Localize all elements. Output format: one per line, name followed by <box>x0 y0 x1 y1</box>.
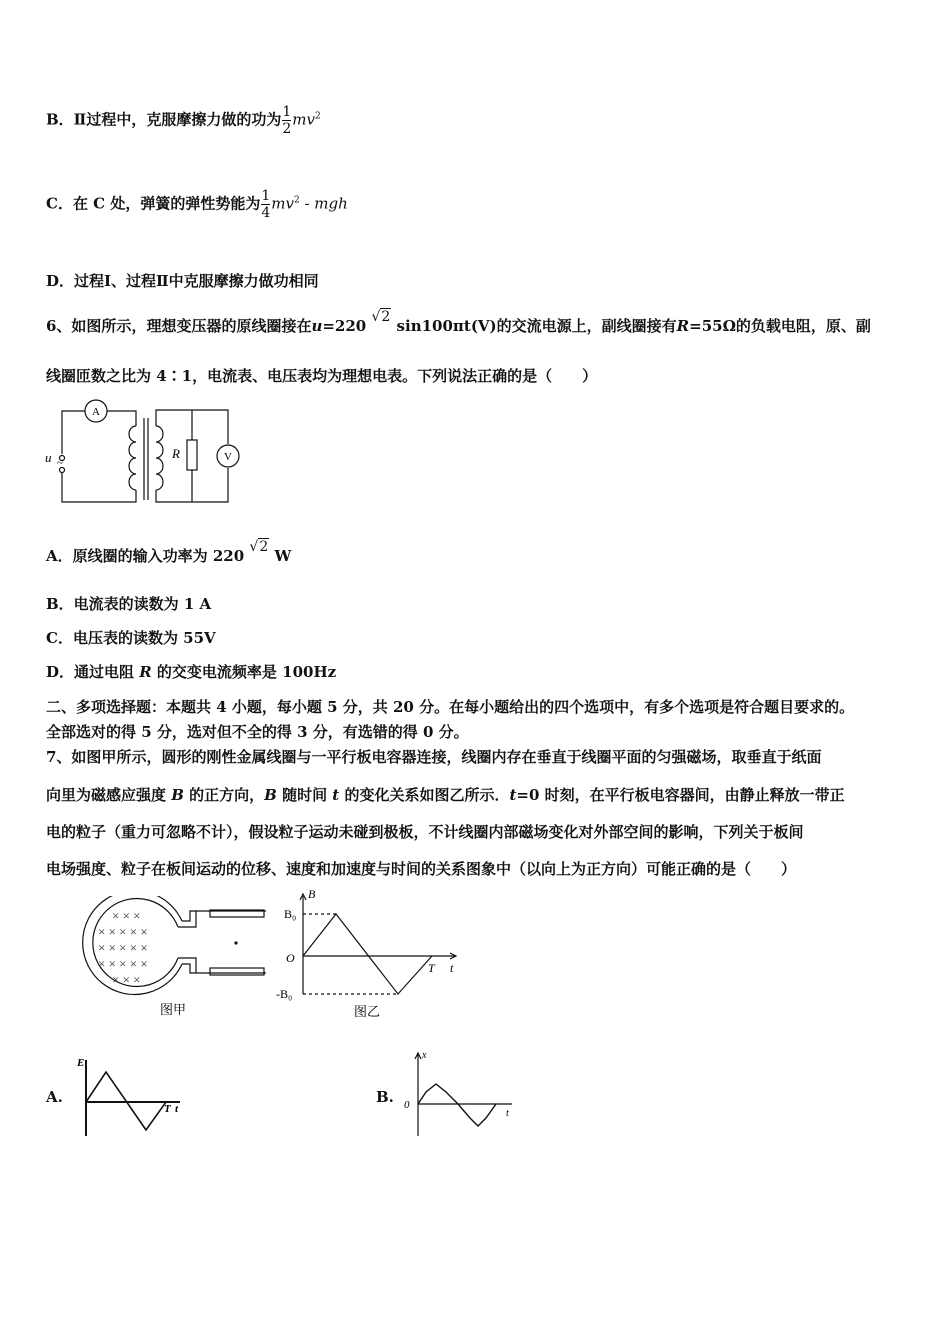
fraction-denominator: 2 <box>282 121 292 137</box>
q6-option-d <box>46 662 336 682</box>
section2-line2: 全部选对的得 5 分，选对但不全的得 3 分，有选错的得 0 分。 <box>46 723 469 741</box>
q6-stem-text: 6、如图所示，理想变压器的原线圈接在 <box>46 317 312 335</box>
wire <box>182 911 266 921</box>
q6-option-d-text-2: 的交变电流频率是 100Hz <box>151 663 337 681</box>
q7-line2 <box>46 785 845 805</box>
svg-text:× × × × ×: × × × × × <box>98 956 148 971</box>
ac-symbol: ~ <box>57 457 63 469</box>
voltmeter-label: V <box>224 451 232 463</box>
q7-text: 随时间 <box>276 786 333 804</box>
var-t: t <box>509 786 517 804</box>
q7-line4: 电场强度、粒子在板间运动的位移、速度和加速度与时间的关系图象中（以向上为正方向）可能正确的是（ ） <box>46 860 797 878</box>
svg-text:× × ×: × × × <box>112 972 141 987</box>
unit: W <box>269 547 292 565</box>
q5-option-c-text: C．在 C 处，弹簧的弹性势能为 <box>46 194 261 213</box>
label-t-axis: t <box>175 1103 179 1115</box>
sqrt-radicand: 2 <box>259 539 269 555</box>
x-curve <box>418 1084 496 1126</box>
primary-coil <box>129 426 136 490</box>
q6-option-b: B．电流表的读数为 1 A <box>46 595 212 613</box>
figure-jia-label: 图甲 <box>160 1003 187 1018</box>
option-a-graph <box>74 1054 190 1140</box>
wire <box>107 411 136 426</box>
var-t: t <box>332 786 340 804</box>
q5-option-b <box>46 104 321 137</box>
fraction <box>282 104 291 137</box>
secondary-coil <box>156 426 163 490</box>
q7-text: 的正方向， <box>183 786 265 804</box>
q6-voltage: =220 <box>322 317 367 335</box>
b-curve <box>303 914 432 994</box>
option-b-graph <box>398 1048 518 1140</box>
var-u: u <box>311 317 323 335</box>
math-expr-tail: - mgh <box>299 194 348 213</box>
label-t-axis: t <box>450 961 454 975</box>
fraction-numerator: 1 <box>261 188 271 204</box>
math-expr: mv <box>292 110 315 129</box>
label-t-period: T <box>428 961 435 975</box>
var-b: B <box>171 786 184 804</box>
var-r: R <box>676 317 690 335</box>
sqrt-symbol: √2 <box>249 539 269 555</box>
ammeter-label: A <box>92 406 100 418</box>
axis-label-x: x <box>422 1050 427 1061</box>
axis-label-e: E <box>77 1057 85 1069</box>
math-expr: mv <box>271 194 294 213</box>
label-neg-b0: -B₀ <box>276 987 293 1001</box>
sqrt-symbol: √2 <box>371 309 391 325</box>
wire <box>62 472 136 502</box>
fraction-numerator: 1 <box>282 104 292 120</box>
q6-stem-line1 <box>46 309 871 337</box>
coil-capacitor-figure <box>78 896 278 1020</box>
sqrt-radicand: 2 <box>381 309 391 325</box>
wire <box>62 411 85 454</box>
section2-line1: 二、多项选择题：本题共 4 小题，每小题 5 分，共 20 分。在每小题给出的四个选项中，有多个选项是符合题目要求的。 <box>46 698 855 716</box>
magnetic-field-crosses <box>98 908 148 987</box>
label-origin: O <box>286 951 295 965</box>
q6-stem-text-2: sin100πt(V)的交流电源上，副线圈接有 <box>391 317 677 335</box>
particle-dot <box>234 941 237 944</box>
source-label: u <box>45 450 52 465</box>
svg-text:× × ×: × × × <box>112 908 141 923</box>
q7-text: 的变化关系如图乙所示． <box>339 786 510 804</box>
q7-option-b-label: B. <box>376 1088 394 1106</box>
axis-label-b: B <box>308 887 316 901</box>
label-t-axis: t <box>506 1108 509 1119</box>
q6-option-a-text: A．原线圈的输入功率为 220 <box>46 547 245 565</box>
q6-option-c: C．电压表的读数为 55V <box>46 629 216 647</box>
fraction-denominator: 4 <box>261 205 271 221</box>
b-t-graph <box>276 886 471 1022</box>
q5-option-b-text: B．Ⅱ过程中，克服摩擦力做的功为 <box>46 110 282 129</box>
svg-text:× × × × ×: × × × × × <box>98 924 148 939</box>
q7-line3: 电的粒子（重力可忽略不计），假设粒子运动未碰到极板，不计线圈内部磁场变化对外部空间的影响，下列关于板间 <box>46 823 804 841</box>
resistor-symbol <box>187 440 197 470</box>
q6-stem-line2: 线圈匝数之比为 4∶1，电流表、电压表均为理想电表。下列说法正确的是（ ） <box>46 367 598 385</box>
q7-option-a-label: A. <box>46 1088 63 1106</box>
label-origin: 0 <box>404 1099 410 1111</box>
resistor-label: R <box>172 446 180 461</box>
transformer-circuit-figure <box>40 396 250 508</box>
q7-text: 向里为磁感应强度 <box>46 786 172 804</box>
capacitor-plate-bottom <box>210 968 264 975</box>
svg-text:× × × × ×: × × × × × <box>98 940 148 955</box>
q6-option-d-text: D．通过电阻 <box>46 663 140 681</box>
q7-text: =0 时刻，在平行板电容器间，由静止释放一带正 <box>516 786 845 804</box>
figure-yi-label: 图乙 <box>354 1005 381 1020</box>
q6-stem-text-3: =55Ω的负载电阻，原、副 <box>689 317 871 335</box>
label-t-period: T <box>164 1103 171 1115</box>
exponent: 2 <box>314 111 321 122</box>
q5-option-d: D．过程Ⅰ、过程Ⅱ中克服摩擦力做功相同 <box>46 272 319 290</box>
fraction <box>261 188 270 221</box>
q6-option-a <box>46 539 292 567</box>
var-b: B <box>264 786 277 804</box>
var-r: R <box>139 663 152 681</box>
q7-line1: 7、如图甲所示，圆形的刚性金属线圈与一平行板电容器连接，线圈内存在垂直于线圈平面的匀强磁场，取垂直于纸面 <box>46 748 822 766</box>
exponent: 2 <box>293 195 300 206</box>
q5-option-c <box>46 188 348 221</box>
label-b0: B₀ <box>284 907 297 921</box>
